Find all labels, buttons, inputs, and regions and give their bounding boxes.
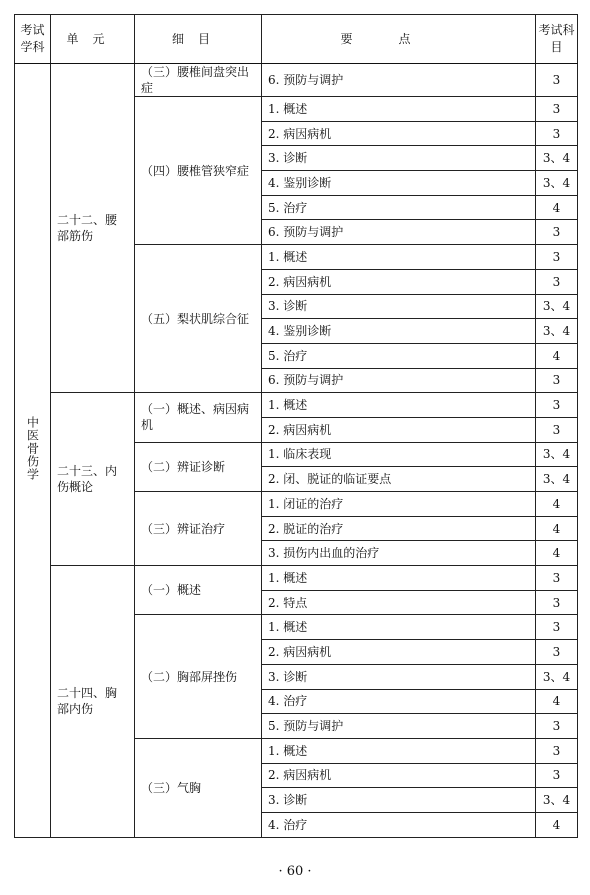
point-cell: 3. 诊断 xyxy=(262,788,536,813)
point-cell: 2. 病因病机 xyxy=(262,269,536,294)
detail-cell: （一）概述、病因病机 xyxy=(135,393,262,442)
point-cell: 1. 概述 xyxy=(262,566,536,591)
unit-cell: 二十四、胸部内伤 xyxy=(51,566,135,838)
point-cell: 2. 病因病机 xyxy=(262,640,536,665)
point-cell: 4. 治疗 xyxy=(262,812,536,837)
table-header-row xyxy=(15,15,578,64)
header-subject: 考试学科 xyxy=(15,15,51,64)
level-cell: 3、4 xyxy=(536,171,578,196)
header-points: 要点 xyxy=(262,15,536,64)
level-cell: 3 xyxy=(536,64,578,97)
level-cell: 3 xyxy=(536,393,578,418)
level-cell: 3 xyxy=(536,640,578,665)
level-cell: 3、4 xyxy=(536,788,578,813)
subject-label: 中医骨伤学 xyxy=(25,415,40,481)
point-cell: 2. 特点 xyxy=(262,590,536,615)
point-cell: 1. 临床表现 xyxy=(262,442,536,467)
detail-cell: （二）胸部屏挫伤 xyxy=(135,615,262,738)
point-cell: 5. 治疗 xyxy=(262,343,536,368)
page-number: · 60 · xyxy=(278,864,312,879)
unit-cell: 二十三、内伤概论 xyxy=(51,393,135,566)
point-cell: 4. 治疗 xyxy=(262,689,536,714)
point-cell: 1. 概述 xyxy=(262,245,536,270)
subject-cell xyxy=(15,64,51,838)
point-cell: 6. 预防与调护 xyxy=(262,220,536,245)
header-unit: 单元 xyxy=(51,15,135,64)
point-cell: 2. 病因病机 xyxy=(262,417,536,442)
detail-cell: （三）辨证治疗 xyxy=(135,492,262,566)
detail-cell: （三）腰椎间盘突出症 xyxy=(135,64,262,97)
point-cell: 1. 概述 xyxy=(262,738,536,763)
point-cell: 2. 病因病机 xyxy=(262,763,536,788)
point-cell: 1. 概述 xyxy=(262,615,536,640)
level-cell: 3 xyxy=(536,566,578,591)
point-cell: 5. 预防与调护 xyxy=(262,714,536,739)
point-cell: 6. 预防与调护 xyxy=(262,64,536,97)
level-cell: 3 xyxy=(536,738,578,763)
level-cell: 3 xyxy=(536,763,578,788)
header-detail: 细目 xyxy=(135,15,262,64)
level-cell: 3 xyxy=(536,590,578,615)
point-cell: 2. 闭、脱证的临证要点 xyxy=(262,467,536,492)
level-cell: 3、4 xyxy=(536,442,578,467)
point-cell: 6. 预防与调护 xyxy=(262,368,536,393)
level-cell: 4 xyxy=(536,516,578,541)
level-cell: 3 xyxy=(536,97,578,122)
level-cell: 3 xyxy=(536,714,578,739)
unit-cell: 二十二、腰部筋伤 xyxy=(51,64,135,393)
level-cell: 3、4 xyxy=(536,319,578,344)
level-cell: 3、4 xyxy=(536,294,578,319)
point-cell: 1. 概述 xyxy=(262,393,536,418)
syllabus-table xyxy=(14,14,578,838)
point-cell: 4. 鉴别诊断 xyxy=(262,171,536,196)
level-cell: 3 xyxy=(536,121,578,146)
detail-cell: （四）腰椎管狭窄症 xyxy=(135,97,262,245)
level-cell: 4 xyxy=(536,689,578,714)
point-cell: 3. 诊断 xyxy=(262,146,536,171)
table-row xyxy=(15,64,578,97)
point-cell: 2. 脱证的治疗 xyxy=(262,516,536,541)
point-cell: 4. 鉴别诊断 xyxy=(262,319,536,344)
table-body xyxy=(15,64,578,838)
header-level: 考试科目 xyxy=(536,15,578,64)
point-cell: 3. 诊断 xyxy=(262,294,536,319)
point-cell: 2. 病因病机 xyxy=(262,121,536,146)
detail-cell: （二）辨证诊断 xyxy=(135,442,262,491)
level-cell: 3 xyxy=(536,269,578,294)
point-cell: 3. 诊断 xyxy=(262,664,536,689)
detail-cell: （三）气胸 xyxy=(135,738,262,837)
point-cell: 5. 治疗 xyxy=(262,195,536,220)
level-cell: 3 xyxy=(536,615,578,640)
point-cell: 3. 损伤内出血的治疗 xyxy=(262,541,536,566)
level-cell: 4 xyxy=(536,343,578,368)
detail-cell: （一）概述 xyxy=(135,566,262,615)
level-cell: 3、4 xyxy=(536,664,578,689)
level-cell: 3 xyxy=(536,368,578,393)
level-cell: 4 xyxy=(536,812,578,837)
level-cell: 4 xyxy=(536,195,578,220)
level-cell: 3 xyxy=(536,245,578,270)
point-cell: 1. 概述 xyxy=(262,97,536,122)
level-cell: 3、4 xyxy=(536,146,578,171)
level-cell: 4 xyxy=(536,492,578,517)
level-cell: 4 xyxy=(536,541,578,566)
level-cell: 3、4 xyxy=(536,467,578,492)
point-cell: 1. 闭证的治疗 xyxy=(262,492,536,517)
table-row xyxy=(15,393,578,418)
detail-cell: （五）梨状肌综合征 xyxy=(135,245,262,393)
table-row xyxy=(15,566,578,591)
level-cell: 3 xyxy=(536,417,578,442)
level-cell: 3 xyxy=(536,220,578,245)
